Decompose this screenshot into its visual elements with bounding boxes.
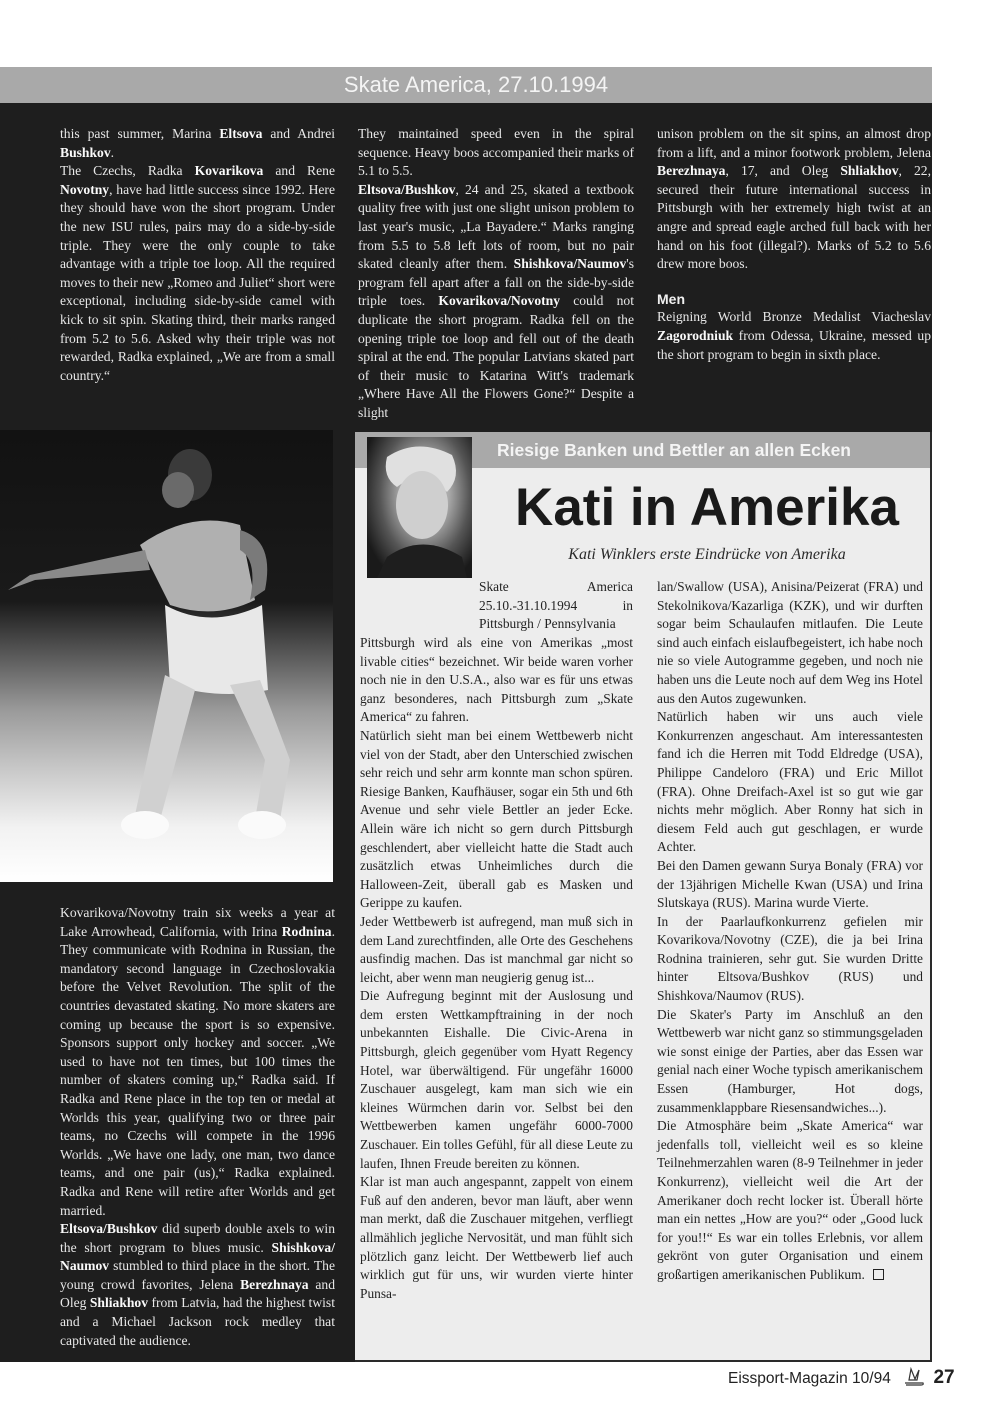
paragraph: Natürlich sieht man bei einem Wettbewerb nicht viel von der Stadt, aber den Unterschied zwischen sehr reich und sehr arm konnte man schon spüren. Riesige Banken, Kaufhäuser, sogar ein 5th und 6th Avenue und sehr viele Bettler an jeder Ecke. Allein wäre ich nicht so gern durch Pittsburgh geschlendert, aber vielleicht hatte die Stadt auch zusätzlich etwas Unheimliches durch die Halloween-Zeit, überall gab es Masken und Gerippe zu kaufen.: [360, 727, 633, 911]
name-highlight: Shishkova/Naumov: [513, 256, 627, 272]
english-column-3: [657, 125, 931, 364]
english-column-1-bottom: [60, 904, 335, 1350]
paragraph: Jeder Wettbewerb ist aufregend, man muß sich in dem Land zurechtfinden, alle Orte des Geschehens ausfindig machen. Das ist manchmal gar nicht so leicht, aber wenn man neugierig genug ist...: [360, 913, 633, 985]
paragraph: Reigning World Bronze Medalist Viacheslav Zagorodniuk from Odessa, Ukraine, messed up the short program to begin in sixth place.: [657, 309, 931, 362]
skater-photo: [0, 430, 333, 882]
name-highlight: Rodnina: [281, 923, 332, 939]
english-column-1-top: [60, 125, 335, 385]
name-highlight: Berezhnaya: [657, 163, 726, 179]
paragraph: Eltsova/Bushkov, 24 and 25, skated a textbook quality free with just one slight unison problem to last year's music, „La Bayadere.“ Marks ranging from 5.5 to 5.8 left lots of room, but no pair skated cleanly after them. Shishkova/Naumov's program fell apart after a fall on the side-by-side triple toes. Kovarikova/Novotny could not duplicate the short program. Radka fell on the opening triple toe loop and fell out of the death spiral at the end. The popular Latvians skated part of their music to Katarina Witt's trademark „Where Have All the Flowers Gone?“ Despite a slight: [358, 181, 634, 420]
paragraph: The Czechs, Radka Kovarikova and Rene Novotny, have had little success since 1992. Here they should have won the short program. Under the new ISU rules, pairs may do a side-by-side triple. They were the only couple to take advantage with a triple toe loop. All the required moves to their new „Romeo and Juliet“ short were exceptional, including side-by-side camel with kick to sit spin. Skating third, their marks ranged from 5.2 to 5.6. Asked why their triple was not rewarded, Radka explained, „We are from a small country.“: [60, 163, 335, 383]
name-highlight: Novotny: [60, 181, 110, 197]
men-text: [657, 308, 931, 364]
name-highlight: Kovarikova: [194, 163, 264, 179]
paragraph: this past summer, Marina Eltsova and Andrei Bushkov.: [60, 126, 335, 160]
paragraph: Bei den Damen gewann Surya Bonaly (FRA) vor der 13jährigen Michelle Kwan (USA) und Irina Slutskaya (RUS). Marina wurde Vierte.: [657, 857, 923, 911]
english-column-3-body: [657, 125, 931, 274]
name-highlight: Shishkova/ Naumov: [60, 1239, 335, 1274]
paragraph: Pittsburgh wird als eine von Amerikas „most livable cities“ bezeichnet. Wir beide waren vorher noch nie in den U.S.A., also war es für uns etwas ganz besonderes, nach Pittsburgh zum „Skate America“ zu fahren.: [360, 635, 633, 725]
magazine-issue: Eissport-Magazin 10/94: [728, 1370, 891, 1387]
paragraph: Die Skater's Party im Anschluß an den Wettbewerb war nicht ganz so stimmungsgeladen wie sonst einige der Parties, aber das Essen war genial nach einer Woche typisch amerikanischem Essen (Hamburger, Hot dogs, zusammenklappbare Riesensandwiches...).: [657, 1006, 923, 1115]
section-title: Skate America, 27.10.1994: [343, 72, 609, 97]
name-highlight: Bushkov: [60, 144, 111, 160]
paragraph-text: Die Atmosphäre beim „Skate America“ war jedenfalls toll, vielleicht weil es so kleine Teilnehmerzahlen waren (8-9 Teilnehmer in jeder Konkurrenz), vielleicht weil die Art der Amerikaner doch recht locker ist. Überall hörte man ein nettes „How are you?“ oder „Good luck for you!!“ Es war ein tolles Erlebnis, vor allem gekrönt von guter Organisation und einem großartigen amerikanischen Publikum.: [657, 1118, 923, 1282]
skater-figure: [0, 430, 333, 882]
name-highlight: Shliakhov: [89, 1295, 149, 1311]
paragraph: Natürlich haben wir uns auch viele Konkurrenzen angeschaut. Am interessantesten fand ich die Herren mit Todd Eldredge (USA), Philippe Candeloro (FRA) und Eric Millot (FRA). Ohne Dreifach-Axel ist so gut wie gar nichts mehr möglich. Aber Ronny hat sich in diesem Feld auch gut geschlagen, er wurde Achter.: [657, 709, 923, 855]
german-column-1: [360, 634, 633, 1303]
name-highlight: Eltsova/Bushkov: [60, 1221, 158, 1237]
paragraph: Die Aufregung beginnt mit der Auslosung und dem ersten Wettkampftraining in der noch unbekannten Eishalle. Die Civic-Arena in Pittsburgh, gleich gegenüber vom Hyatt Regency Hotel, war überwältigend. Für ungefähr 16000 Zuschauer ausgelegt, kam man sich wie ein kleines Würmchen darin vor. Selbst bei den Wettbewerben kamen ungefähr 6000-7000 Zuschauer. Ein tolles Gefühl, für all diese Leute zu laufen, Ihnen Freude bereiten zu können.: [360, 988, 633, 1171]
section-banner: [0, 67, 932, 103]
men-heading: Men: [657, 290, 685, 307]
portrait-figure: [367, 437, 472, 578]
paragraph: They maintained speed even in the spiral sequence. Heavy boos accompanied their marks of 5.1 to 5.5.: [358, 126, 634, 179]
portrait-photo: [367, 437, 472, 578]
paragraph: In der Paarlaufkonkurrenz gefielen mir Kovarikova/Novotny (CZE), die ja bei Irina Rodnina trainieren, sehr gut. Sie wurden Dritte hinter Eltsova/Bushkov (RUS) und Shishkova/Naumov (RUS).: [657, 913, 923, 1004]
name-highlight: Berezhnaya: [240, 1276, 309, 1292]
paragraph: Eltsova/Bushkov did superb double axels to win the short program to blues music. Shishkova/ Naumov stumbled to third place in the short. The young crowd favorites, Jelena Berezhnaya and Oleg Shliakhov from Latvia, had the highest twist and a Michael Jackson rock medley that captivated the audience.: [60, 1221, 335, 1348]
name-highlight: Zagorodniuk: [657, 327, 734, 343]
article-kicker: Riesige Banken und Bettler an allen Ecken: [497, 440, 851, 460]
kati-in-amerika-article: [355, 432, 932, 1362]
article-subtitle: Kati Winklers erste Eindrücke von Amerika: [568, 546, 846, 563]
english-column-2: [358, 125, 634, 423]
end-of-article-icon: [873, 1269, 884, 1280]
name-highlight: Eltsova: [219, 126, 263, 141]
paragraph: Kovarikova/Novotny train six weeks a year at Lake Arrowhead, California, with Irina Rodnina. They communicate with Rodnina in Russian, the mandatory second language in Czechoslovakia before the Velvet Revolution. The split of the countries devastated skating. No more skaters are coming up because the sport is so expensive. Sponsors support only hockey and soccer. „We used to have not ten times, but 100 times the number of skaters coming up,“ Radka said. If Radka and Rene place in the top ten or medal at Worlds this year, qualifying two or three pair teams, no Czechs will compete in the 1996 Worlds. „We have one lady, one man, two dance teams, and one pair (us),“ Radka explained. Radka and Rene will retire after Worlds and get married.: [60, 905, 335, 1218]
article-intro: Skate America 25.10.-31.10.1994 in Pittsburgh / Pennsylvania: [479, 579, 633, 632]
paragraph-last: [657, 1117, 923, 1284]
paragraph: unison problem on the sit spins, an almost drop from a lift, and a minor footwork problem, Jelena Berezhnaya, 17, and Oleg Shliakhov, 22, secured their future international success in Pittsburgh with her extremely high twist at an angre and spread eagle arched full back with her hand on his foot (illegal?). Marks of 5.2 to 5.6 drew more boos.: [657, 126, 931, 272]
skate-logo-icon: [903, 1367, 925, 1387]
page-footer: [728, 1367, 955, 1389]
name-highlight: Kovarikova/Novotny: [438, 293, 560, 309]
paragraph: Klar ist man auch angespannt, zappelt von einem Fuß auf den anderen, bevor man läuft, aber wenn man merkt, daß die Zuschauer mitgehen, verfliegt allmählich jegliche Nervosität, und man fühlt sich plötzlich ganz leicht. Der Wettbewerb lief auch wirklich gut für uns, wir wurden vierte hinter Punsa-: [360, 1174, 633, 1301]
name-highlight: Eltsova/Bushkov: [358, 181, 456, 197]
paragraph: lan/Swallow (USA), Anisina/Peizerat (FRA) und Stekolnikova/Kazarliga (KZK), und wir durften sogar beim Schaulaufen mitlaufen. Die Leute sind auch einfach eislaufbegeistert, ich habe noch nie so viele Autogramme gegeben, und noch nie haben uns die Leute noch auf dem Weg ins Hotel aus den Autos zugewunken.: [657, 579, 923, 706]
german-column-2: [657, 578, 923, 1285]
page-number: 27: [933, 1367, 955, 1388]
article-title: Kati in Amerika: [515, 478, 899, 537]
name-highlight: Shliakhov: [840, 163, 899, 179]
